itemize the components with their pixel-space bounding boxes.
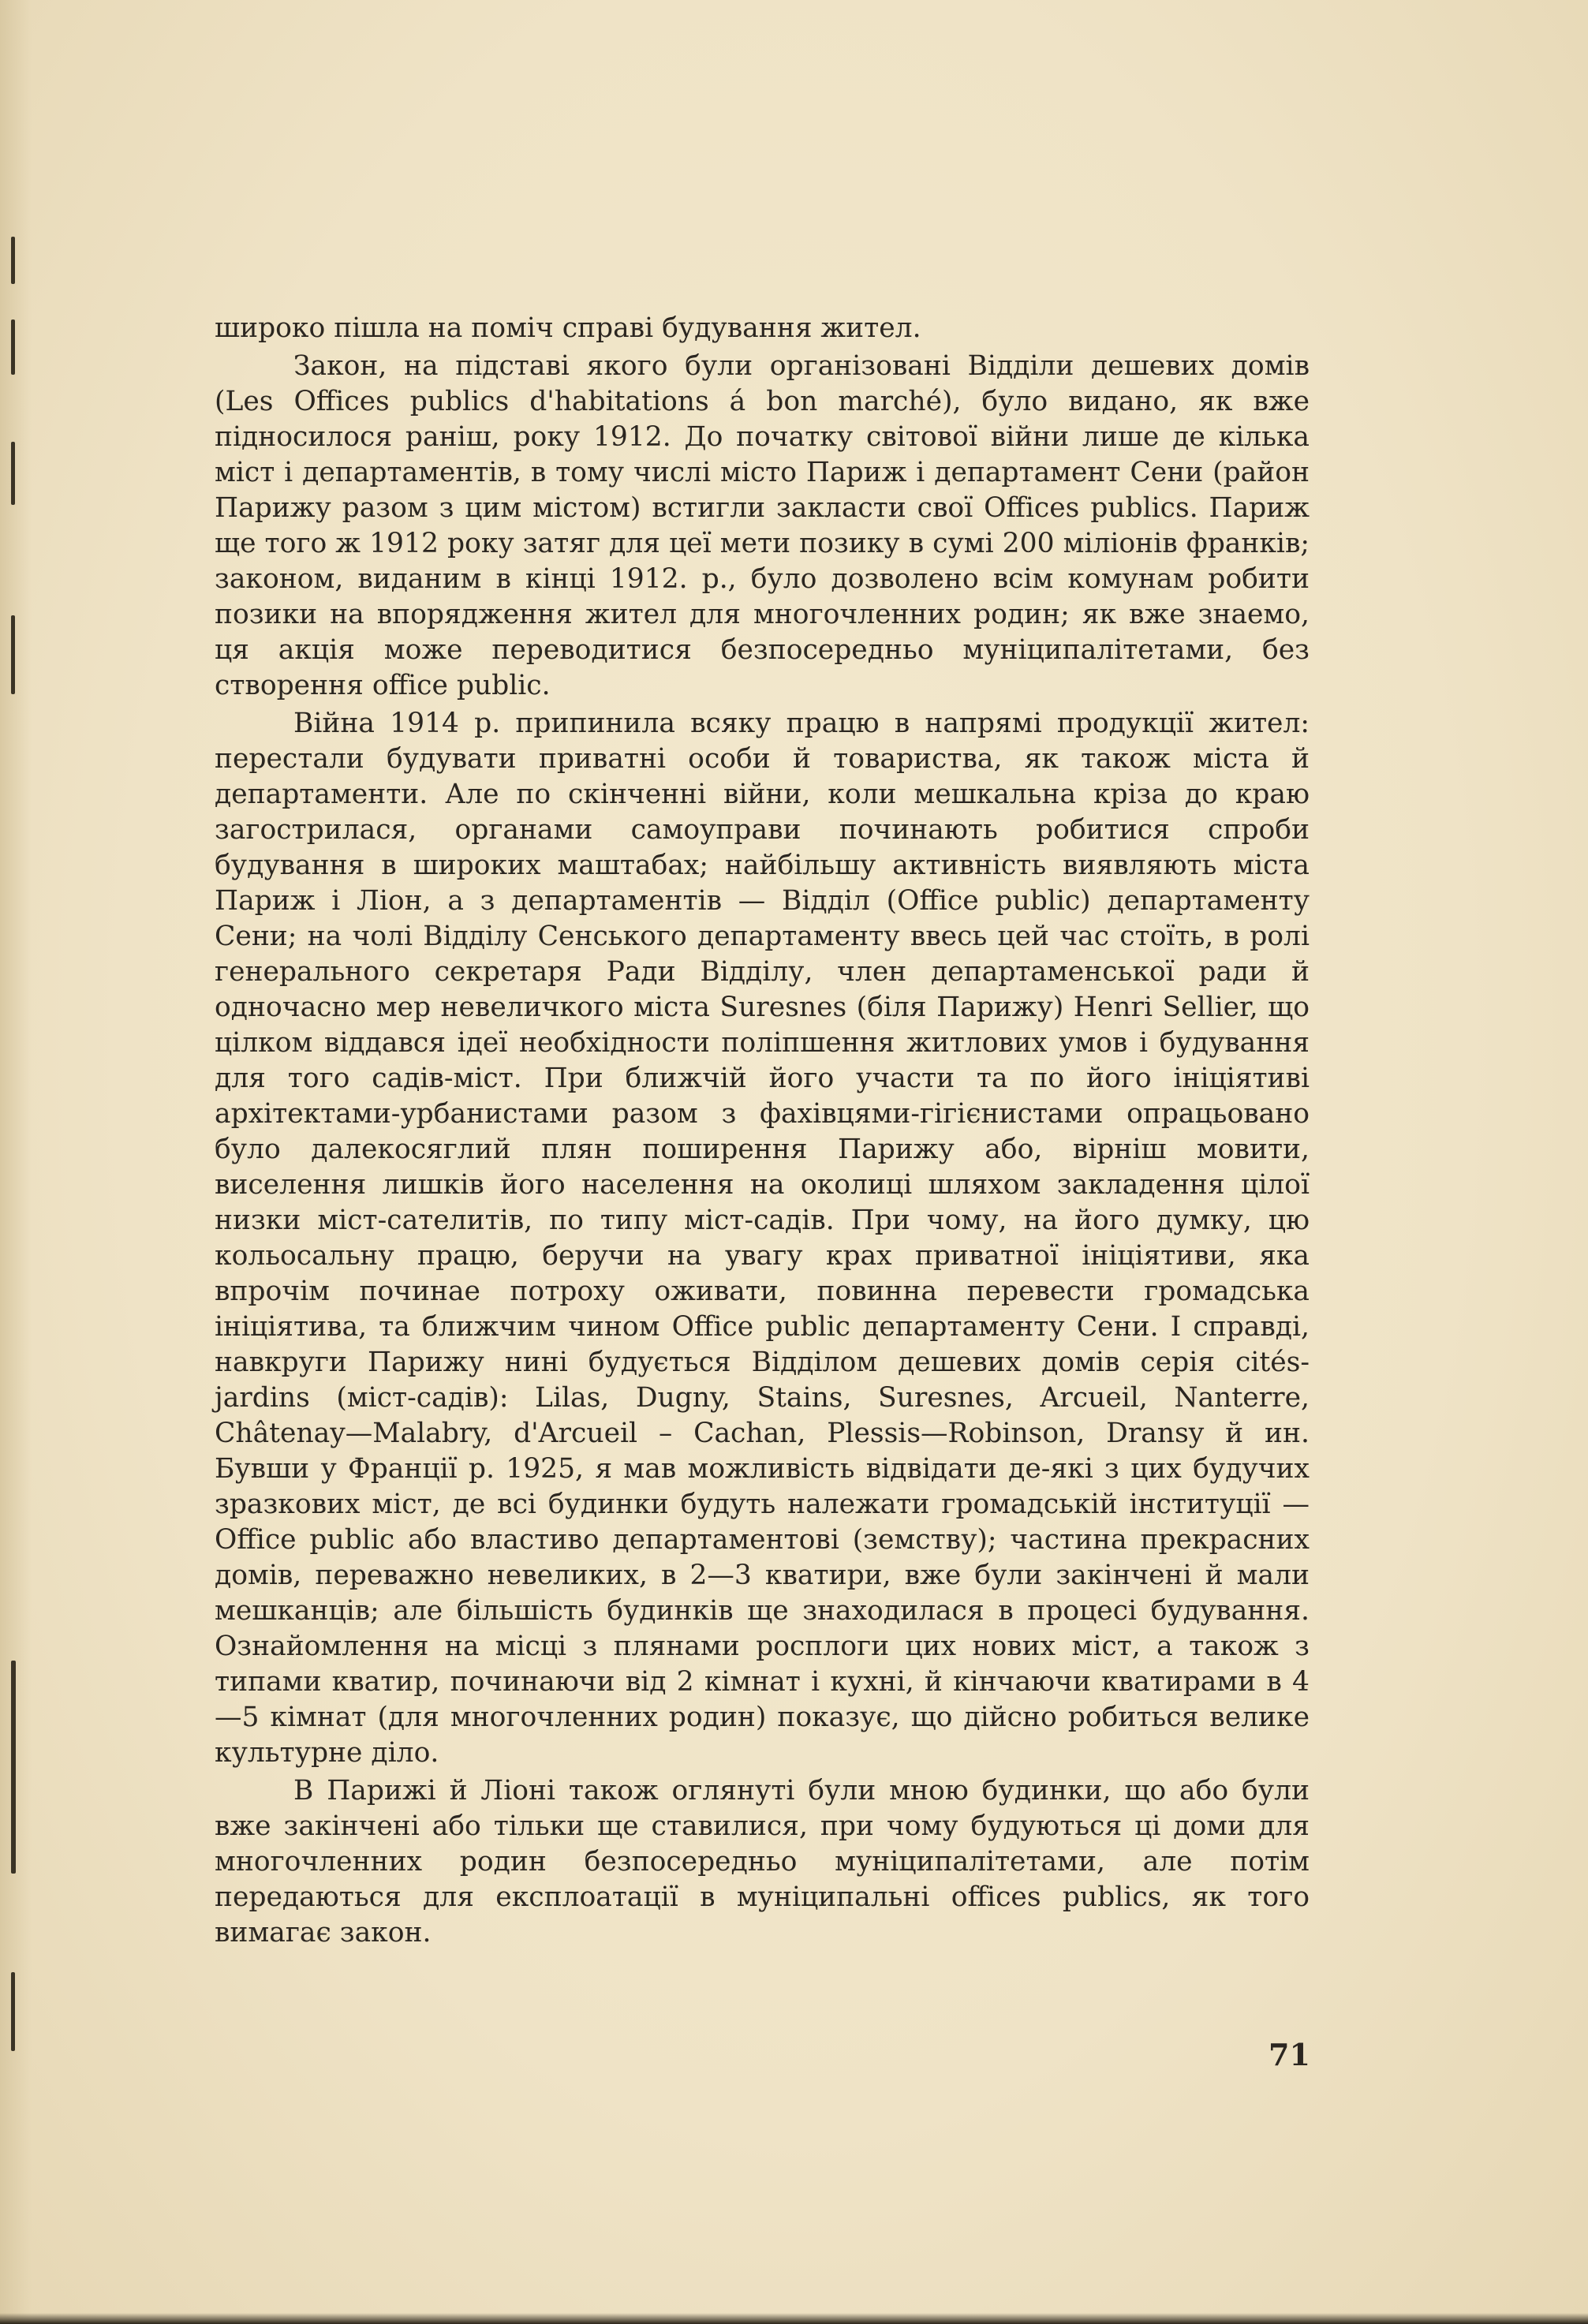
margin-mark xyxy=(11,1661,16,1874)
page-number: 71 xyxy=(1269,2037,1310,2072)
page-bottom-edge xyxy=(0,2313,1588,2324)
paragraph-continuation: широко пішла на поміч справі будування жител. xyxy=(215,312,921,344)
margin-mark xyxy=(11,1972,15,2051)
paragraph-war: Війна 1914 р. припинила всяку працю в напрямі продукції жител: перестали будувати приватні особи й товариства, як також міста й департаменти. Але по скінченні війни, коли мешкальна кріза до краю загострилася, органами самоуправи починають робитися спроби будування в широких маштабах; найбільшу активність виявляють міста Париж і Ліон, а з департаментів — Відділ (Office public) департаменту Сени; на чолі Відділу Сенського департаменту ввесь цей час стоїть, в ролі генерального секретаря Ради Відділу, член департаменської ради й одночасно мер невеличкого міста Suresnes (біля Парижу) Henri Sellier, що цілком віддався ідеї необхідности поліпшення житлових умов і будування для того садів-міст. При ближчій його участи та по його ініціятиві архітектами-урбанистами разом з фахівцями-гігієнистами опрацьовано було далекосяглий плян поширення Парижу або, вірніш мовити, виселення лишків його населення на околиці шляхом закладення цілої низки міст-сателитів, по типу міст-садів. При чому, на його думку, цю кольосальну працю, беручи на увагу крах приватної ініціятиви, яка впрочім починае потроху оживати, повинна перевести громадська ініціятива, та ближчим чином Office public департаменту Сени. І справді, навкруги Парижу нині будується Відділом дешевих домів серія cités-jardins (міст-садів): Lilas, Dugny, Stains, Suresnes, Arcueil, Nanterre, Châtenay—Malabry, d'Arcueil – Cachan, Plessis—Robinson, Dransy й ин. Бувши у Франції р. 1925, я мав можливість відвідати де-які з цих будучих зразкових міст, де всі будинки будуть належати громадській інституції — Office public або властиво департаментові (земству); частина прекрасних домів, переважно невеликих, в 2—3 кватири, вже були закінчені й мали мешканців; але більшість будинків ще знаходилася в процесі будування. Ознайомлення на місці з плянами росплоги цих нових міст, а також з типами кватир, починаючи від 2 кімнат і кухні, й кінчаючи кватирами в 4—5 кімнат (для многочленних родин) показує, що дійсно робиться велике культурне діло. xyxy=(215,708,1310,1769)
margin-mark xyxy=(11,237,15,284)
body-text xyxy=(215,311,1310,1953)
page-edge-shadow xyxy=(0,0,32,2324)
paragraph-paris-lyon: В Парижі й Ліоні також оглянуті були мною будинки, що або були вже закінчені або тільки ще ставилися, при чому будуються ці доми для многочленних родин безпосередньо муніципалітетами, але потім передаються для експлоатації в муніципальні offices publics, як того вимагає закон. xyxy=(215,1775,1310,1948)
margin-mark xyxy=(11,615,15,694)
margin-mark xyxy=(11,319,15,375)
margin-mark xyxy=(11,442,15,505)
paragraph-law: Закон, на підставі якого були організовані Відділи дешевих домів (Les Offices publics d'habitations á bon marché), було видано, як вже підносилося раніш, року 1912. До початку світової війни лише де кілька міст і департаментів, в тому числі місто Париж і департамент Сени (район Парижу разом з цим містом) встигли закласти свої Offices publics. Париж ще того ж 1912 року затяг для цеї мети позику в сумі 200 міліонів франків; законом, виданим в кінці 1912. р., було дозволено всім комунам робити позики на впорядження жител для многочленних родин; як вже знаемо, ця акція може переводитися безпосередньо муніципалітетами, без створення office public. xyxy=(215,350,1310,701)
